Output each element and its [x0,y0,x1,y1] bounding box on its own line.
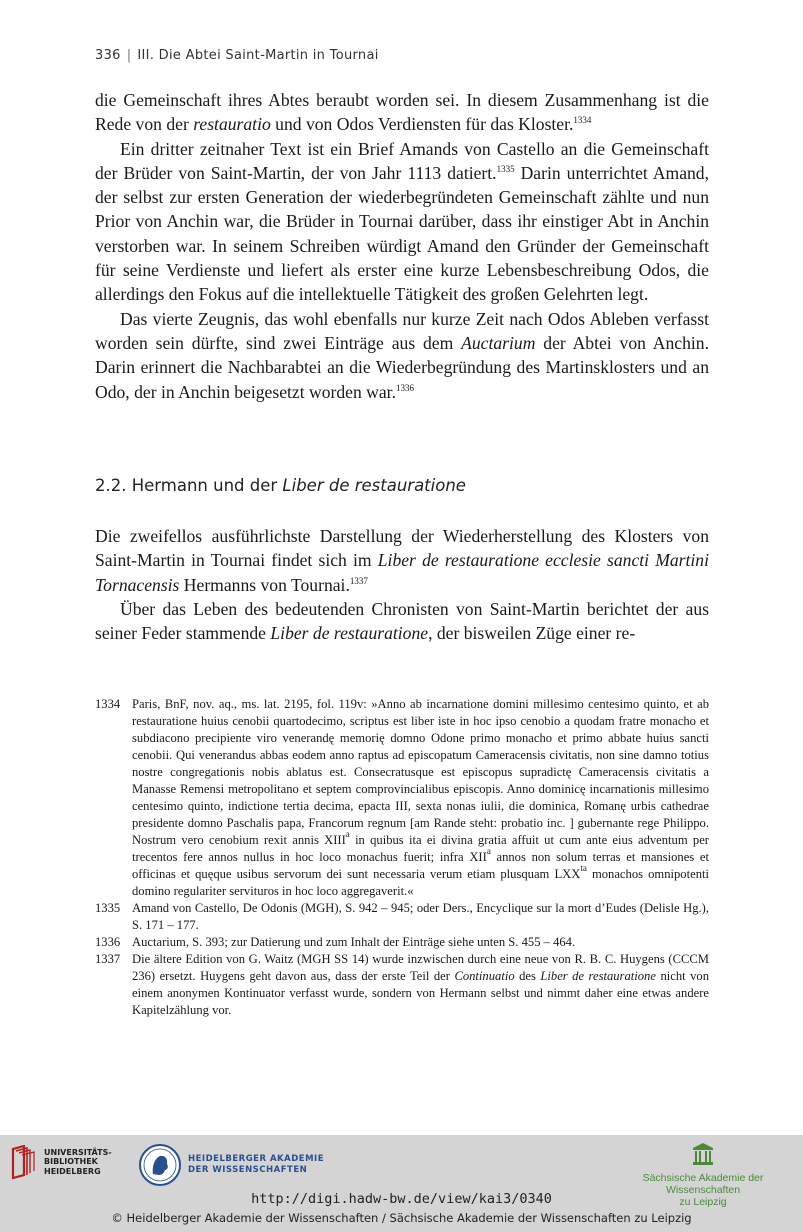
text-run: Über das Leben des bedeutenden Chronisten von Saint-Martin berichtet der aus seiner Feder stammende [95,598,709,644]
footnote-number: 1335 [95,901,121,915]
text-run: Die zweifellos ausführlichste Darstellung der Wiederherstellung des Klosters von Saint-Martin in Tournai findet sich im [95,526,709,571]
text-run: des [514,969,541,983]
text-run: in quibus ita ei divina gratia affuit ut cum ante eius adventum per trecentos fere annos nullus in hoc loco monachus fuerit; infra XII [132,833,709,864]
text-run: Die ältere Edition von G. Waitz (MGH SS 14) wurde inzwischen durch eine neue von R. B. C. Huygens (CCCM 236) ersetzt. Huygens geht davon aus, dass der erste Teil der [132,952,709,983]
footnote-ref-1336[interactable]: 1336 [395,382,414,393]
copyright-notice: © Heidelberger Akademie der Wissenschaften / Sächsische Akademie der Wissenschaften zu Leipzig [111,1211,692,1225]
footnote-text: Amand von Castello, De Odonis (MGH), S. 942 – 945; oder Ders., Encyclique sur la mort d’Eudes (Delisle Hg.), S. 171 – 177. [132,901,709,932]
text-run: , der bisweilen Züge einer re- [428,623,636,644]
ub-heidelberg-logo[interactable] [10,1145,112,1179]
ub-logo-line: BIBLIOTHEK [44,1157,98,1167]
text-run: Ein dritter zeitnaher Text ist ein Brief Amands von Castello an die Gemeinschaft der Brüder von Saint-Martin, der von Jahr 1113 datiert. [95,138,709,183]
body-text-section-2 [95,524,709,645]
footnote-number: 1334 [95,697,121,711]
hadw-logo-line: HEIDELBERGER AKADEMIE [188,1154,325,1164]
hadw-logo-line: DER WISSENSCHAFTEN [188,1165,308,1175]
text-run: nicht von einem anonymen Kontinuator verfasst wurde, sondern von Hermann selbst und nimmt daher eine etwas andere Kapitelzählung vor. [132,969,710,1017]
hadw-seal-icon [138,1143,182,1187]
text-run: Das vierte Zeugnis, das wohl ebenfalls nur kurze Zeit nach Odos Ableben verfasst worden sein dürfte, sind zwei Einträge aus dem [95,308,709,353]
footnotes [95,696,709,1019]
footnote-text [132,951,709,1019]
running-head [95,48,379,63]
text-run: Hermanns von Tournai. [179,574,350,595]
section-heading-text: 2.2. Hermann und der [95,476,283,495]
ub-logo-line: UNIVERSITÄTS- [44,1147,112,1157]
superscript: a [486,846,491,856]
paragraph [95,524,709,597]
footnote-1334 [95,696,709,900]
footnote-ref-1335[interactable]: 1335 [496,163,515,174]
footnote-number: 1336 [95,935,121,949]
footnote-ref-1334[interactable]: 1334 [573,115,592,126]
text-run: annos non solum terras et mansiones et officinas et quęque usibus servorum dei sunt necessaria verum etiam plusquam LXX [132,850,709,881]
text-run: Paris, BnF, nov. aq., ms. lat. 2195, fol. 119v: »Anno ab incarnatione domini millesimo centesimo quinto, et ab restauratione huius cenobii quartodecimo, scriptus est liber iste in hoc ipso cenobio a quodam fratre monacho et subdiacono precipiente viro venerandę memorię domno Odone primo monacho et primo abbate huius sancti cenobii. Qui venerandus abbas eodem anno raptus ad episcopatum Cameracensis civitatis, non sine damno totius nostre congregationis nobis ablatus est. Consecratusque est episcopus supradictę Cameracensis civitatis a Manasse Remensi metropolitano et septem comprovincialibus episcopis. Anno dominicę incarnationis millesimo centesimo quinto, indictione tertia decima, epacta III, sexta nonas iulii, die dominica, Romanę urbis cathedrae presidente domno Paschalis papa, Francorum regnum [am Rande steht: probatio inc. ] gubernante rege Philippo. Nostrum vero cenobium rexit annis XIII [132,697,709,847]
footnote-number: 1337 [95,952,121,966]
paragraph [95,88,709,137]
paragraph [95,137,709,307]
footnote-1336 [95,934,709,951]
paragraph [95,597,709,646]
hadw-logo[interactable] [138,1143,324,1187]
section-heading-italic: Liber de restauratione [282,476,466,495]
saw-logo-line: Sächsische Akademie der Wissenschaften [642,1172,764,1196]
body-text-section-1 [95,88,709,404]
text-run: und von Odos Verdiensten für das Kloster. [270,114,574,135]
italic-term: restauratio [193,114,271,135]
footnote-text: Auctarium, S. 393; zur Datierung und zum Inhalt der Einträge siehe unten S. 455 – 464. [132,935,576,949]
saw-building-icon [692,1143,714,1165]
text-run: der Abtei von Anchin. Darin erinnert die Nachbarabtei an die Wiederbegründung des Martinsklosters und an Odo, der in Anchin beigesetzt worden war. [95,332,709,402]
chapter-title: III. Die Abtei Saint-Martin in Tournai [137,48,379,63]
italic-title: Liber de restauratione [270,623,429,644]
running-head-separator: | [126,48,132,63]
footnote-text [132,696,709,900]
superscript: a [345,829,350,839]
footer-bar [0,1135,803,1232]
paragraph [95,307,709,404]
text-run: die Gemeinschaft ihres Abtes beraubt worden sei. In diesem Zusammenhang ist die Rede von der [95,90,709,135]
saw-logo-line: zu Leipzig [679,1196,727,1208]
text-run: Darin unterrichtet Amand, der selbst zur ersten Generation der wiederbegründeten Gemeinschaft zählte und nun Prior von Anchin war, die Brüder in Tournai darüber, dass ihr einstiger Abt in Anchin verstorben war. In seinem Schreiben würdigt Amand den Gründer der Gemeinschaft für seine Verdienste und liefert als erster eine kurze Lebensbeschreibung Odos, die allerdings den Fokus auf die intellektuelle Tätigkeit des großen Gelehrten legt. [95,162,710,305]
section-heading [95,476,466,495]
footnote-1335 [95,900,709,934]
text-run: monachos omnipotenti domino regulariter servituros in hoc loco aggregaverit.« [132,867,709,898]
italic-title: Continuatio [454,969,515,983]
page-number: 336 [95,48,121,63]
italic-term: Auctarium [461,332,536,353]
superscript: ta [580,863,587,873]
permalink-url[interactable]: http://digi.hadw-bw.de/view/kai3/0340 [251,1191,552,1207]
ub-book-icon [10,1145,40,1179]
italic-title: Liber de restauratione ecclesie sancti Martini Tornacensis [95,550,709,595]
italic-title: Liber de restauratione [540,969,656,983]
footnote-1337 [95,951,709,1019]
ub-logo-line: HEIDELBERG [44,1166,101,1176]
footnote-ref-1337[interactable]: 1337 [349,575,368,586]
